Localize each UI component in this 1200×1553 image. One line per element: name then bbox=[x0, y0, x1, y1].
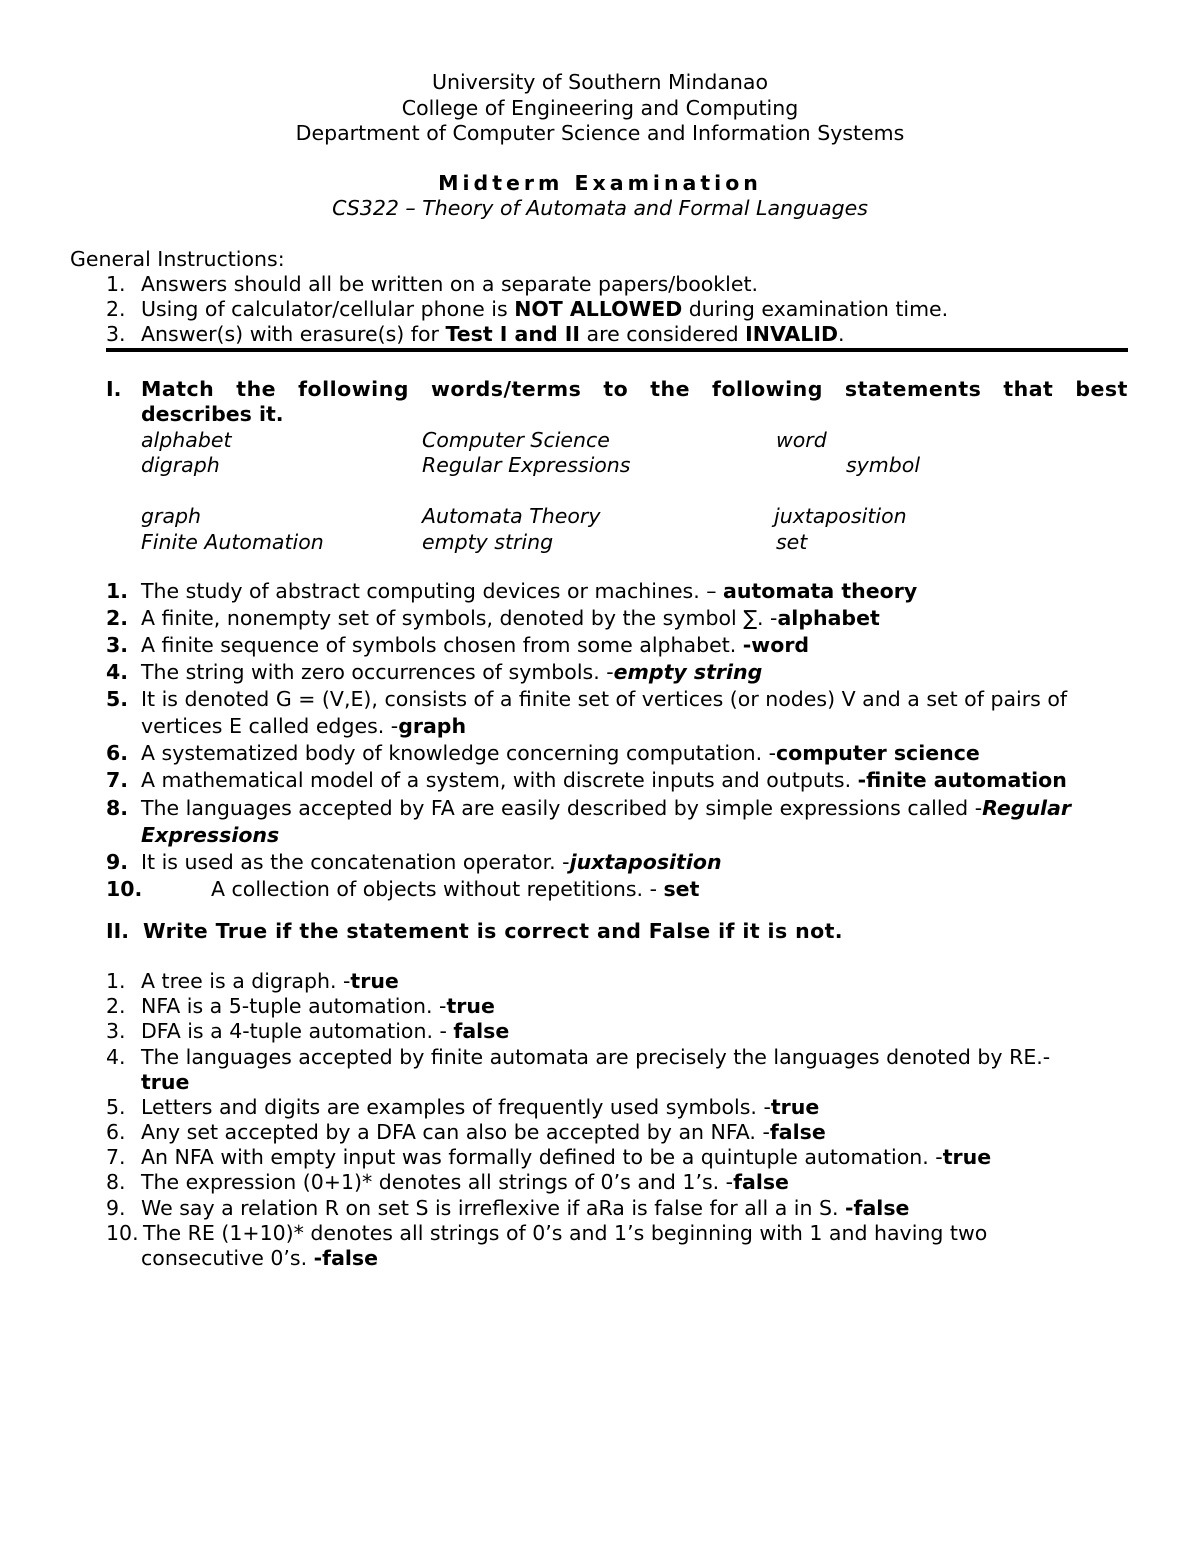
question-item: A tree is a digraph. -true bbox=[141, 969, 399, 993]
question-item: We say a relation R on set S is irreflexive if aRa is false for all a in S. -false bbox=[141, 1196, 910, 1220]
question-number: 5. bbox=[106, 1095, 126, 1119]
test2-roman: II. bbox=[106, 919, 130, 943]
instruction-item: Answers should all be written on a separate papers/booklet. bbox=[141, 272, 759, 296]
question-number: 4. bbox=[106, 1045, 126, 1069]
question-number: 9. bbox=[106, 850, 129, 874]
question-item: Any set accepted by a DFA can also be accepted by an NFA. -false bbox=[141, 1120, 826, 1144]
word-bank-term: digraph bbox=[141, 453, 220, 477]
question-number: 2. bbox=[106, 606, 129, 630]
instruction-number: 1. bbox=[106, 272, 126, 296]
test2-title: Write True if the statement is correct and False if it is not. bbox=[143, 919, 843, 943]
department-name: Department of Computer Science and Information Systems bbox=[295, 121, 905, 145]
question-item: A finite sequence of symbols chosen from some alphabet. -word bbox=[141, 633, 810, 657]
question-number: 2. bbox=[106, 994, 126, 1018]
question-item: DFA is a 4-tuple automation. - false bbox=[141, 1019, 510, 1043]
word-bank-term: empty string bbox=[422, 530, 554, 554]
test1-roman: I. bbox=[106, 377, 122, 401]
question-item: NFA is a 5-tuple automation. -true bbox=[141, 994, 495, 1018]
instruction-item: Using of calculator/cellular phone is NOT ALLOWED during examination time. bbox=[141, 297, 949, 321]
word-bank-term: Automata Theory bbox=[422, 504, 601, 528]
question-number: 6. bbox=[106, 1120, 126, 1144]
question-item: It is used as the concatenation operator. -juxtaposition bbox=[141, 850, 722, 874]
question-item: The string with zero occurrences of symbols. -empty string bbox=[141, 660, 763, 684]
question-number: 4. bbox=[106, 660, 129, 684]
instruction-number: 2. bbox=[106, 297, 126, 321]
question-item: The languages accepted by FA are easily described by simple expressions called -Regular bbox=[141, 796, 1072, 820]
university-name: University of Southern Mindanao bbox=[431, 70, 769, 94]
question-item: A mathematical model of a system, with discrete inputs and outputs. -finite automation bbox=[141, 768, 1067, 792]
question-number: 3. bbox=[106, 633, 129, 657]
word-bank-term: graph bbox=[141, 504, 202, 528]
question-number: 1. bbox=[106, 969, 126, 993]
test1-title: Match the following words/terms to the following statements that best bbox=[141, 377, 1128, 401]
question-item: The study of abstract computing devices or machines. – automata theory bbox=[141, 579, 918, 603]
question-item: An NFA with empty input was formally defined to be a quintuple automation. -true bbox=[141, 1145, 992, 1169]
exam-title: Midterm Examination bbox=[438, 171, 762, 195]
question-item-continued: vertices E called edges. -graph bbox=[141, 714, 467, 738]
question-item: The RE (1+10)* denotes all strings of 0’s and 1’s beginning with 1 and having two bbox=[143, 1221, 988, 1245]
question-number: 9. bbox=[106, 1196, 126, 1220]
question-number: 7. bbox=[106, 1145, 126, 1169]
instruction-item: Answer(s) with erasure(s) for Test I and II are considered INVALID. bbox=[141, 322, 845, 346]
course-title: CS322 – Theory of Automata and Formal Languages bbox=[332, 196, 868, 220]
word-bank-term: alphabet bbox=[141, 428, 232, 452]
question-number: 8. bbox=[106, 796, 129, 820]
question-number: 1. bbox=[106, 579, 129, 603]
question-number: 5. bbox=[106, 687, 129, 711]
college-name: College of Engineering and Computing bbox=[401, 96, 799, 120]
question-item-continued: Expressions bbox=[141, 823, 280, 847]
question-item: The expression (0+1)* denotes all strings of 0’s and 1’s. -false bbox=[141, 1170, 789, 1194]
question-number: 7. bbox=[106, 768, 129, 792]
question-item: A collection of objects without repetitions. - set bbox=[211, 877, 700, 901]
question-item-continued: consecutive 0’s. -false bbox=[141, 1246, 379, 1270]
word-bank-term: word bbox=[776, 428, 827, 452]
word-bank-term: symbol bbox=[846, 453, 921, 477]
question-item: It is denoted G = (V,E), consists of a finite set of vertices (or nodes) V and a set of pairs of bbox=[141, 687, 1068, 711]
test1-title-continued: describes it. bbox=[141, 402, 284, 426]
question-item: A finite, nonempty set of symbols, denoted by the symbol ∑. -alphabet bbox=[141, 606, 880, 630]
question-number: 10. bbox=[106, 1221, 139, 1245]
question-number: 6. bbox=[106, 741, 129, 765]
instruction-number: 3. bbox=[106, 322, 126, 346]
word-bank-term: juxtaposition bbox=[774, 504, 907, 528]
question-number: 10. bbox=[106, 877, 143, 901]
question-item-continued: true bbox=[141, 1070, 190, 1094]
section-divider bbox=[106, 348, 1128, 352]
word-bank-term: set bbox=[776, 530, 808, 554]
word-bank-term: Finite Automation bbox=[141, 530, 324, 554]
question-number: 8. bbox=[106, 1170, 126, 1194]
instructions-heading: General Instructions: bbox=[70, 247, 285, 271]
question-number: 3. bbox=[106, 1019, 126, 1043]
question-item: A systematized body of knowledge concerning computation. -computer science bbox=[141, 741, 980, 765]
question-item: Letters and digits are examples of frequently used symbols. -true bbox=[141, 1095, 820, 1119]
word-bank-term: Regular Expressions bbox=[422, 453, 631, 477]
word-bank-term: Computer Science bbox=[422, 428, 610, 452]
question-item: The languages accepted by finite automata are precisely the languages denoted by RE.- bbox=[141, 1045, 1051, 1069]
